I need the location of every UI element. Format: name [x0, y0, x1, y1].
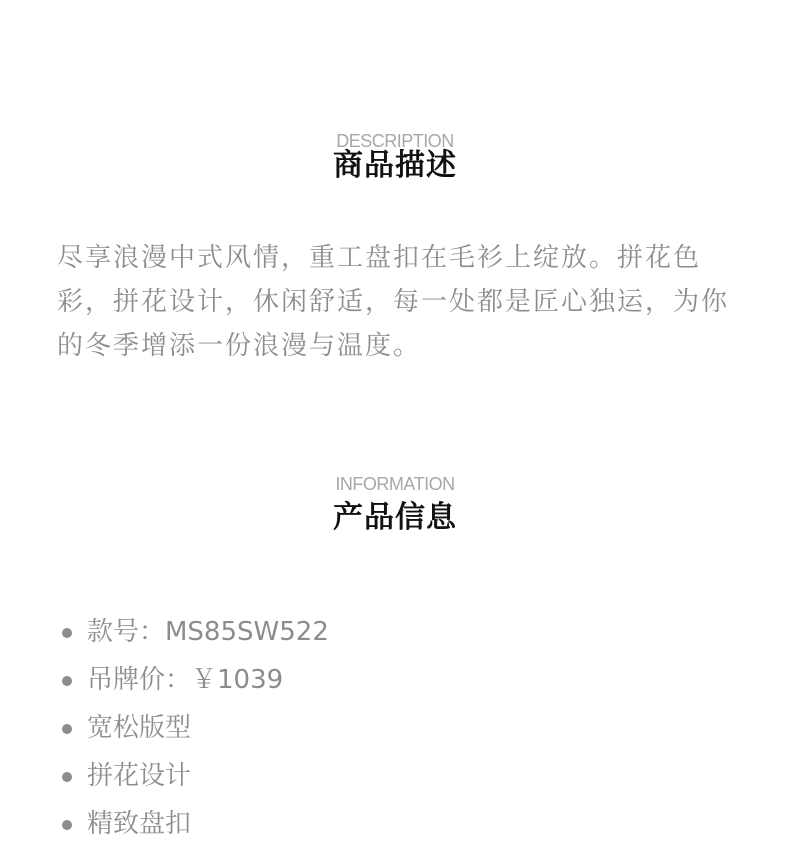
product-description-text: 尽享浪漫中式风情，重工盘扣在毛衫上绽放。拼花色彩，拼花设计，休闲舒适，每一处都是匠心独运，为你的冬季增添一份浪漫与温度。 [57, 243, 730, 361]
info-item-fit [60, 708, 329, 756]
info-item-text: 宽松版型 [87, 713, 192, 743]
info-item-text: 拼花设计 [87, 761, 192, 791]
bullet-icon [62, 724, 72, 734]
bullet-icon [62, 772, 72, 782]
info-item-buttons [60, 804, 329, 852]
product-info-list [60, 612, 329, 852]
description-title: 商品描述 [333, 148, 457, 183]
info-item-style-number [60, 612, 329, 660]
info-item-design [60, 756, 329, 804]
info-item-text: 精致盘扣 [87, 809, 192, 839]
info-item-tag-price [60, 660, 329, 708]
info-item-text: 吊牌价：￥1039 [87, 665, 284, 695]
bullet-icon [62, 820, 72, 830]
info-item-text: 款号：MS85SW522 [87, 617, 329, 647]
description-english-label: DESCRIPTION [336, 131, 454, 151]
information-title: 产品信息 [333, 500, 457, 535]
bullet-icon [62, 628, 72, 638]
bullet-icon [62, 676, 72, 686]
information-english-label: INFORMATION [335, 474, 455, 494]
